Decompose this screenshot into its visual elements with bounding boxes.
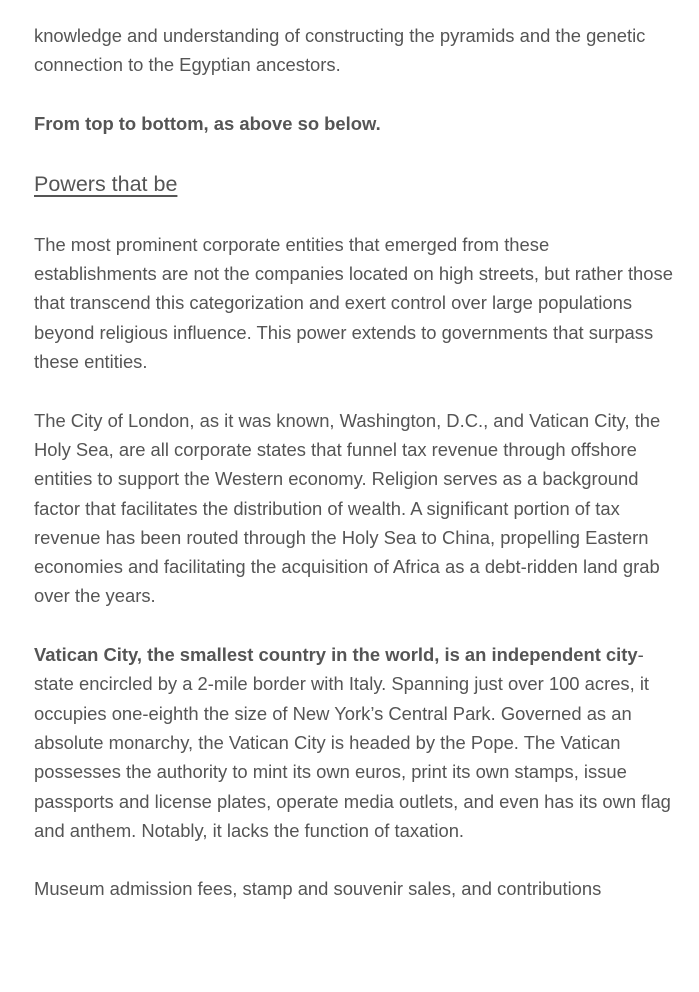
section-heading-link[interactable]: Powers that be	[34, 171, 178, 196]
intro-continuation-paragraph: knowledge and understanding of constructing the pyramids and the genetic connection to the Egyptian ancestors.	[34, 25, 646, 76]
paragraph-vatican-rest: -state encircled by a 2-mile border with Italy. Spanning just over 100 acres, it occupies one-eighth the size of New York’s Central Park. Governed as an absolute monarchy, the Vatican City is headed by the Pope. The Vatican possesses the authority to mint its own euros, print its own stamps, issue passports and license plates, operate media outlets, and even has its own flag and anthem. Notably, it lacks the function of taxation.	[34, 644, 671, 841]
paragraph-vatican-city	[34, 640, 674, 845]
paragraph-vatican-bold-lead: Vatican City, the smallest country in the world, is an independent city	[34, 644, 638, 666]
paragraph-museum-fees: Museum admission fees, stamp and souvenir sales, and contributions	[34, 878, 602, 900]
article-body	[34, 21, 674, 904]
section-heading[interactable]	[34, 168, 674, 200]
paragraph-corporate-entities: The most prominent corporate entities that emerged from these establishments are not the companies located on high streets, but rather those that transcend this categorization and exert control over large populations beyond religious influence. This power extends to governments that surpass these entities.	[34, 233, 673, 373]
bold-statement: From top to bottom, as above so below.	[34, 112, 381, 134]
paragraph-corporate-states: The City of London, as it was known, Washington, D.C., and Vatican City, the Holy Sea, are all corporate states that funnel tax revenue through offshore entities to support the Western economy. Religion serves as a background factor that facilitates the distribution of wealth. A significant portion of tax revenue has been routed through the Holy Sea to China, propelling Eastern economies and facilitating the acquisition of Africa as a debt-ridden land grab over the years.	[34, 409, 661, 607]
